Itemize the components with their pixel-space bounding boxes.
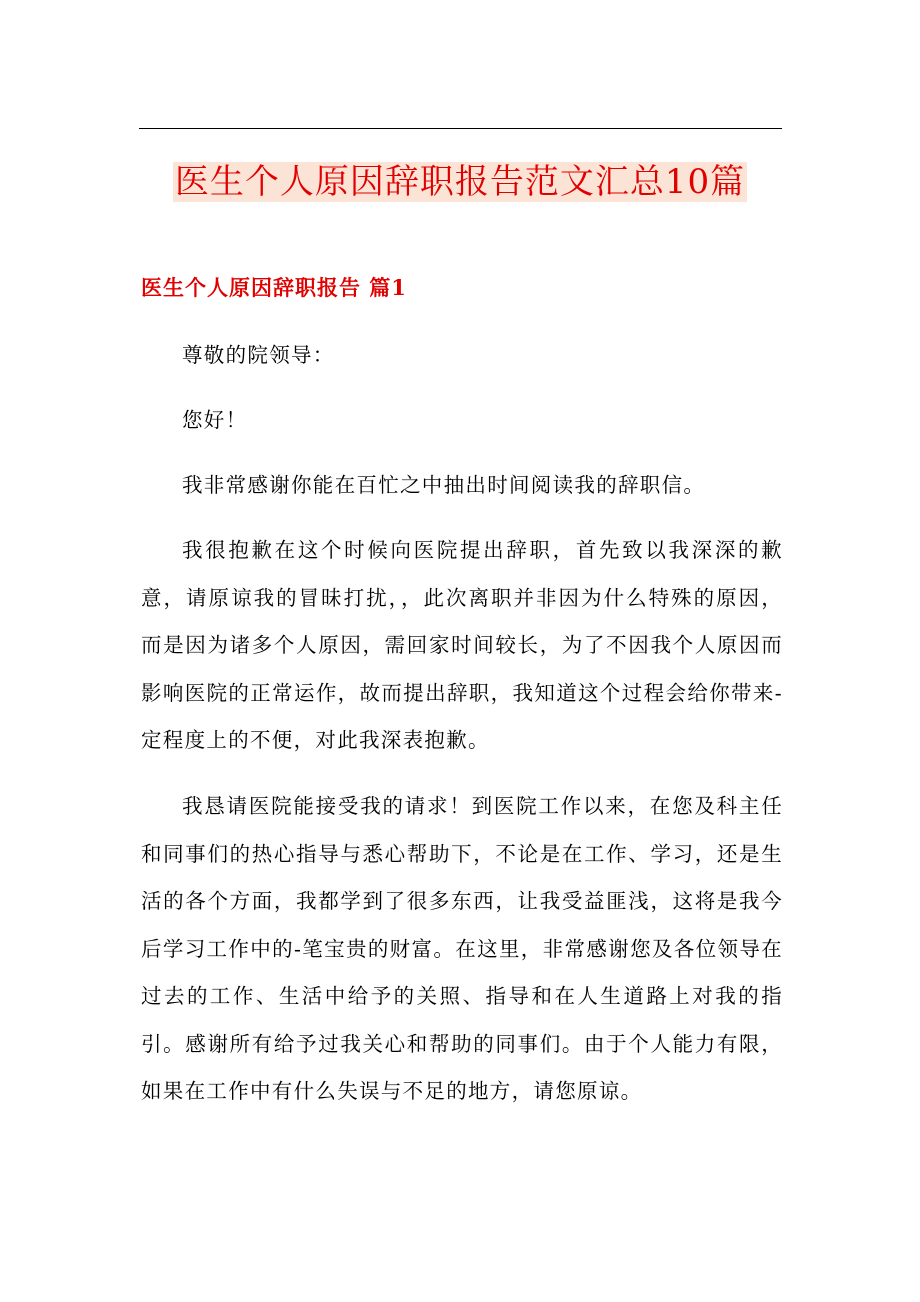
greeting: 您好！ [182, 408, 248, 432]
top-divider [139, 128, 782, 129]
section-heading: 医生个人原因辞职报告 篇1 [141, 275, 407, 300]
salutation: 尊敬的院领导： [182, 343, 335, 367]
body-paragraph: 我非常感谢你能在百忙之中抽出时间阅读我的辞职信。 [182, 473, 706, 497]
body-paragraph: 我恳请医院能接受我的请求！到医院工作以来，在您及科主任和同事们的热心指导与悉心帮助下，不论是在工作、学习，还是生活的各个方面，我都学到了很多东西，让我受益匪浅，这将是我今后学习工作中的-笔宝贵的财富。在这里，非常感谢您及各位领导在过去的工作、生活中给予的关照、指导和在人生道路上对我的指引。感谢所有给予过我关心和帮助的同事们。由于个人能力有限，如果在工作中有什么失误与不足的地方，请您原谅。 [141, 794, 783, 1103]
document-title [0, 156, 920, 208]
document-title-text: 医生个人原因辞职报告范文汇总10篇 [174, 162, 746, 202]
body-paragraph: 我很抱歉在这个时候向医院提出辞职，首先致以我深深的歉意，请原谅我的冒昧打扰，，此次离职并非因为什么特殊的原因，而是因为诸多个人原因，需回家时间较长，为了不因我个人原因而影响医院的正常运作，故而提出辞职，我知道这个过程会给你带来-定程度上的不便，对此我深表抱歉。 [141, 538, 783, 752]
